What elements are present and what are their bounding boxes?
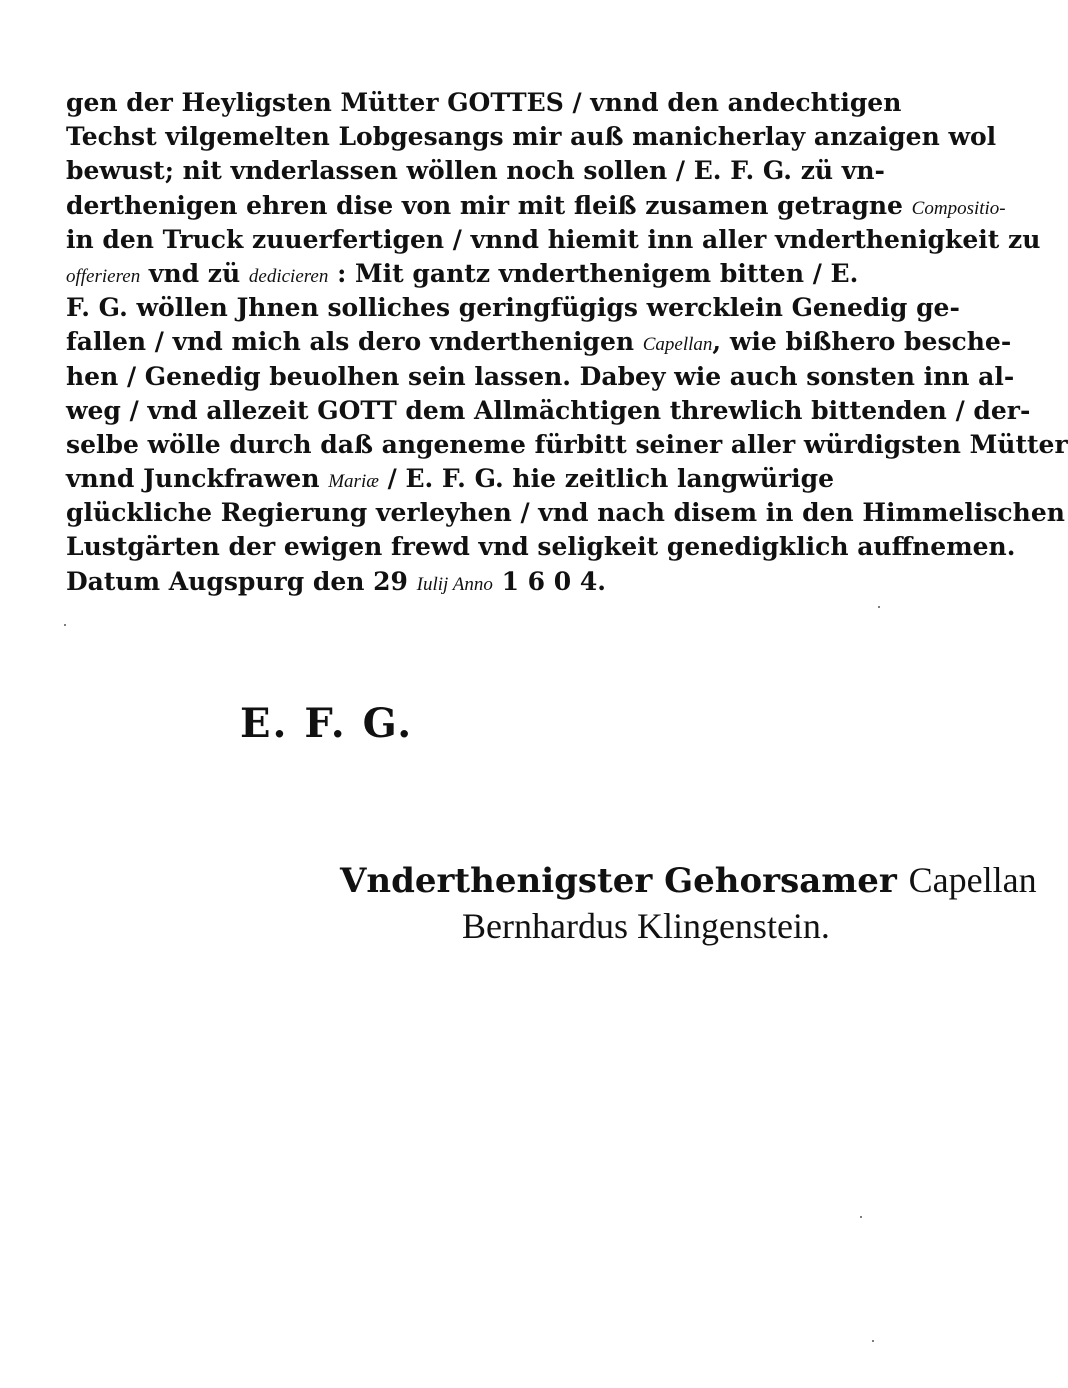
text-line: in den Truck zuuerfertigen / vnnd hiemit inn aller vnderthenigkeit zu (66, 224, 1041, 254)
text-line: selbe wölle durch daß angeneme fürbitt seiner aller würdigsten Mütter (66, 429, 1068, 459)
text-line: fallen / vnd mich als dero vnderthenigen Capellan, wie bißhero besche- (66, 327, 1012, 357)
print-speck (860, 1216, 862, 1218)
closing-initials: E. F. G. (240, 700, 414, 747)
text-line: gen der Heyligsten Mütter GOTTES / vnnd den andechtigen (66, 88, 902, 117)
text-line: derthenigen ehren dise von mir mit fleiß zusamen getragne Compositio- (66, 190, 1006, 220)
print-speck (872, 1340, 874, 1342)
text-line: Techst vilgemelten Lobgesangs mir auß manicherlay anzaigen wol (66, 122, 997, 152)
print-speck (64, 624, 66, 626)
text-line: offerieren vnd zü dedicieren : Mit gantz vnderthenigem bitten / E. (66, 258, 859, 288)
signature-name: Bernhardus Klingenstein. (462, 906, 830, 946)
signature-block (340, 858, 1037, 948)
text-line: vnnd Junckfrawen Mariæ / E. F. G. hie zeitlich langwürige (66, 464, 835, 494)
text-line: glückliche Regierung verleyhen / vnd nach disem in den Himmelischen (66, 498, 1065, 528)
text-line: F. G. wöllen Jhnen solliches geringfügigs wercklein Genedig ge- (66, 293, 960, 323)
signature-title: Vnderthenigster Gehorsamer Capellan (340, 860, 1037, 901)
text-line: bewust; nit vnderlassen wöllen noch sollen / E. F. G. zü vn- (66, 156, 885, 186)
text-line: hen / Genedig beuolhen sein lassen. Dabey wie auch sonsten inn al- (66, 361, 1015, 391)
text-line: Lustgärten der ewigen frewd vnd seligkeit genedigklich auffnemen. (66, 532, 1016, 562)
text-line: weg / vnd allezeit GOTT dem Allmächtigen threwlich bittenden / der- (66, 395, 1031, 425)
dedication-body-text (66, 86, 1068, 599)
print-speck (878, 606, 880, 608)
date-line: Datum Augspurg den 29 Iulij Anno 1 6 0 4. (66, 566, 606, 596)
